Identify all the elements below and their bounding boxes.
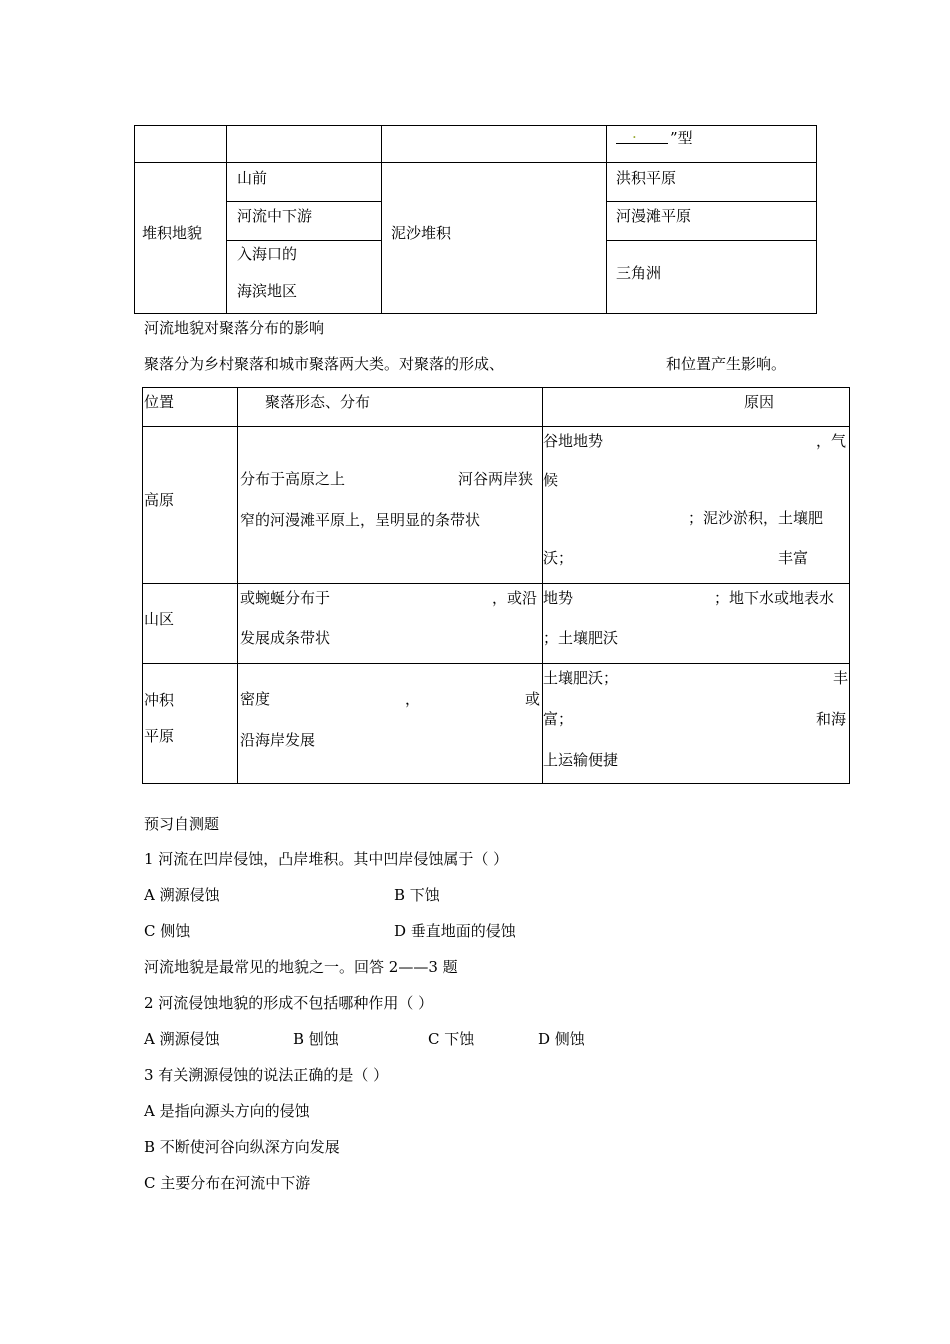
plateau-reason-3: 候 bbox=[543, 471, 559, 489]
mountain-reason-3: ；土壤肥沃 bbox=[543, 629, 619, 647]
plateau-form-1: 分布于高原之上 bbox=[240, 470, 346, 488]
location-mountain-front: 山前 bbox=[237, 169, 268, 187]
mountain-form-2: ，或沿 bbox=[492, 589, 538, 607]
intro-part2: 和位置产生影响。 bbox=[666, 355, 787, 373]
mountain-reason-2: ；地下水或地表水 bbox=[714, 589, 835, 607]
type-suffix: ”型 bbox=[670, 129, 693, 147]
mountain-form-1: 或蜿蜒分布于 bbox=[240, 589, 331, 607]
mountain-form-3: 发展成条带状 bbox=[240, 629, 331, 647]
alluvial-reason-2: 丰 bbox=[833, 669, 849, 687]
q1-option-c: C 侧蚀 bbox=[144, 922, 191, 940]
position-mountain: 山区 bbox=[144, 610, 175, 628]
alluvial-reason-3: 富； bbox=[543, 710, 574, 728]
intro-part1: 聚落分为乡村聚落和城市聚落两大类。对聚落的形成、 bbox=[144, 355, 505, 373]
quiz-note: 河流地貌是最常见的地貌之一。回答 2——3 题 bbox=[144, 958, 458, 976]
deposit-landform-label: 堆积地貌 bbox=[142, 224, 203, 242]
alluvial-reason-1: 土壤肥沃； bbox=[543, 669, 619, 687]
alluvial-reason-4: 和海 bbox=[816, 710, 847, 728]
q1-option-d: D 垂直地面的侵蚀 bbox=[394, 922, 516, 940]
location-estuary: 入海口的 bbox=[237, 245, 298, 263]
position-alluvial-1: 冲积 bbox=[144, 691, 175, 709]
plateau-reason-5: 沃； bbox=[543, 549, 574, 567]
q3-option-c: C 主要分布在河流中下游 bbox=[144, 1174, 311, 1192]
alluvial-form-3: 或 bbox=[525, 690, 541, 708]
plateau-form-2: 河谷两岸狭 bbox=[458, 470, 534, 488]
alluvial-form-2: ， bbox=[405, 690, 421, 708]
question-2: 2 河流侵蚀地貌的形成不包括哪种作用（ ） bbox=[144, 994, 434, 1012]
landform-alluvial-fan: 洪积平原 bbox=[616, 169, 677, 187]
header-reason: 原因 bbox=[744, 393, 775, 411]
question-1: 1 河流在凹岸侵蚀，凸岸堆积。其中凹岸侵蚀属于（ ） bbox=[144, 850, 509, 868]
header-position: 位置 bbox=[144, 393, 175, 411]
q2-option-a: A 溯源侵蚀 bbox=[144, 1030, 220, 1048]
landform-delta: 三角洲 bbox=[616, 264, 662, 282]
landform-floodplain: 河漫滩平原 bbox=[616, 207, 692, 225]
plateau-reason-4: ；泥沙淤积，土壤肥 bbox=[688, 509, 824, 527]
alluvial-reason-5: 上运输便捷 bbox=[543, 751, 619, 769]
q2-option-d: D 侧蚀 bbox=[538, 1030, 585, 1048]
location-coastal: 海滨地区 bbox=[237, 282, 298, 300]
cause-sediment: 泥沙堆积 bbox=[391, 224, 452, 242]
q1-option-b: B 下蚀 bbox=[394, 886, 440, 904]
plateau-reason-1: 谷地地势 bbox=[543, 432, 604, 450]
plateau-reason-2: ，气 bbox=[816, 432, 847, 450]
alluvial-form-4: 沿海岸发展 bbox=[240, 731, 316, 749]
section-title: 河流地貌对聚落分布的影响 bbox=[144, 319, 325, 337]
q2-option-b: B 刨蚀 bbox=[293, 1030, 339, 1048]
q3-option-a: A 是指向源头方向的侵蚀 bbox=[144, 1102, 310, 1120]
question-3: 3 有关溯源侵蚀的说法正确的是（ ） bbox=[144, 1066, 389, 1084]
q2-option-c: C 下蚀 bbox=[428, 1030, 475, 1048]
location-middle-lower: 河流中下游 bbox=[237, 207, 313, 225]
plateau-form-3: 窄的河漫滩平原上，呈明显的条带状 bbox=[240, 511, 481, 529]
plateau-reason-6: 丰富 bbox=[778, 549, 809, 567]
position-plateau: 高原 bbox=[144, 491, 175, 509]
q1-option-a: A 溯源侵蚀 bbox=[144, 886, 220, 904]
position-alluvial-2: 平原 bbox=[144, 727, 175, 745]
q3-option-b: B 不断使河谷向纵深方向发展 bbox=[144, 1138, 340, 1156]
blank-underline bbox=[616, 128, 668, 144]
header-form: 聚落形态、分布 bbox=[265, 393, 371, 411]
alluvial-form-1: 密度 bbox=[240, 690, 271, 708]
blank-mark: · bbox=[632, 128, 637, 146]
quiz-title: 预习自测题 bbox=[144, 815, 220, 833]
mountain-reason-1: 地势 bbox=[543, 589, 574, 607]
